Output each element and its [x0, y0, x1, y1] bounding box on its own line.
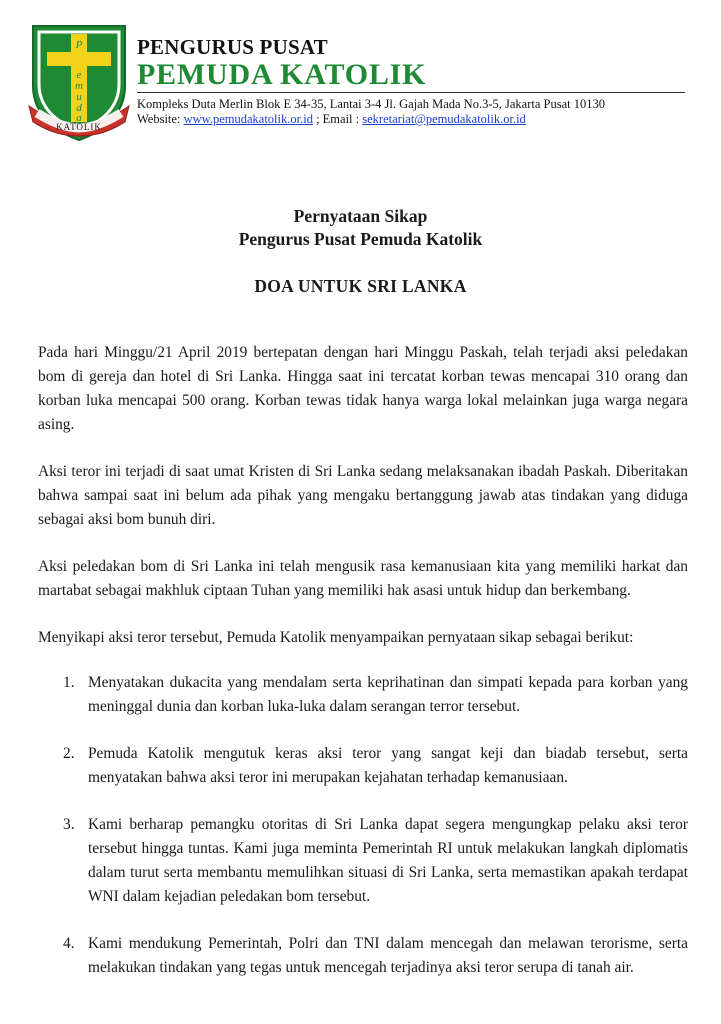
pemuda-katolik-emblem-icon: [27, 22, 131, 142]
letterhead: [137, 36, 687, 127]
org-address: Kompleks Duta Merlin Blok E 34-35, Lantai 3-4 Jl. Gajah Mada No.3-5, Jakarta Pusat 10130: [137, 97, 605, 111]
body-paragraph: Aksi teror ini terjadi di saat umat Kristen di Sri Lanka sedang melaksanakan ibadah Paskah. Diberitakan bahwa sampai saat ini belum ada pihak yang mengaku bertanggung jawab atas tindakan yang diduga sebagai aksi bom bunuh diri.: [38, 463, 688, 528]
list-item-text: Menyatakan dukacita yang mendalam serta keprihatinan dan simpati kepada para korban yang meninggal dunia dan korban luka-luka dalam serangan terror tersebut.: [88, 674, 688, 715]
org-top-line: PENGURUS PUSAT: [137, 35, 328, 59]
list-item-text: Pemuda Katolik mengutuk keras aksi teror yang sangat keji dan biadab tersebut, serta menyatakan bahwa aksi teror ini merupakan kejahatan terhadap kemanusiaan.: [88, 745, 688, 786]
list-intro: Menyikapi aksi teror tersebut, Pemuda Katolik menyampaikan pernyataan sikap sebagai berikut:: [38, 629, 634, 646]
logo-ribbon-text: KATOLIK: [56, 122, 102, 132]
list-item-text: Kami mendukung Pemerintah, Polri dan TNI dalam mencegah dan melawan terorisme, serta melakukan tindakan yang tegas untuk mencegah terjadinya aksi teror serupa di tanah air.: [88, 935, 688, 976]
org-contact: [137, 112, 687, 127]
svg-text:u: u: [76, 91, 82, 103]
email-link[interactable]: sekretariat@pemudakatolik.or.id: [362, 112, 526, 126]
list-item-text: Kami berharap pemangku otoritas di Sri Lanka dapat segera mengungkap pelaku aksi teror tersebut hingga tuntas. Kami juga meminta Pemerintah RI untuk melakukan langkah diplomatis dalam turut serta membantu memulihkan situasi di Sri Lanka, serta memastikan apakah terdapat WNI dalam kejadian peledakan bom tersebut.: [88, 816, 688, 905]
svg-text:d: d: [76, 102, 82, 114]
org-name: PEMUDA KATOLIK: [137, 58, 427, 91]
statement-subtitle: Pengurus Pusat Pemuda Katolik: [238, 229, 483, 249]
document-body: [38, 341, 688, 1003]
list-item: [38, 813, 688, 909]
document-titles: [0, 205, 721, 298]
list-item: [38, 932, 688, 980]
statement-list: [38, 671, 688, 980]
list-item: [38, 671, 688, 719]
body-paragraph: Aksi peledakan bom di Sri Lanka ini telah mengusik rasa kemanusiaan kita yang memiliki harkat dan martabat sebagai makhluk ciptaan Tuhan yang memiliki hak asasi untuk hidup dan berkembang.: [38, 558, 688, 599]
svg-text:P: P: [75, 39, 83, 51]
list-number: 3.: [63, 816, 75, 833]
body-paragraph: Pada hari Minggu/21 April 2019 bertepatan dengan hari Minggu Paskah, telah terjadi aksi peledakan bom di gereja dan hotel di Sri Lanka. Hingga saat ini tercatat korban tewas mencapai 310 orang dan korban luka mencapai 500 orang. Korban tewas tidak hanya warga lokal melainkan juga warga negara asing.: [38, 344, 688, 433]
svg-text:m: m: [75, 80, 83, 92]
document-heading: DOA UNTUK SRI LANKA: [254, 276, 467, 296]
list-number: 1.: [63, 674, 75, 691]
website-link[interactable]: www.pemudakatolik.or.id: [183, 112, 313, 126]
list-item: [38, 742, 688, 790]
list-number: 4.: [63, 935, 75, 952]
svg-text:e: e: [76, 69, 82, 81]
letterhead-divider: [137, 92, 685, 93]
email-label: ; Email :: [312, 112, 363, 126]
website-label: Website:: [137, 112, 184, 126]
statement-title: Pernyataan Sikap: [293, 206, 428, 226]
list-number: 2.: [63, 745, 75, 762]
svg-text:a: a: [76, 112, 82, 124]
